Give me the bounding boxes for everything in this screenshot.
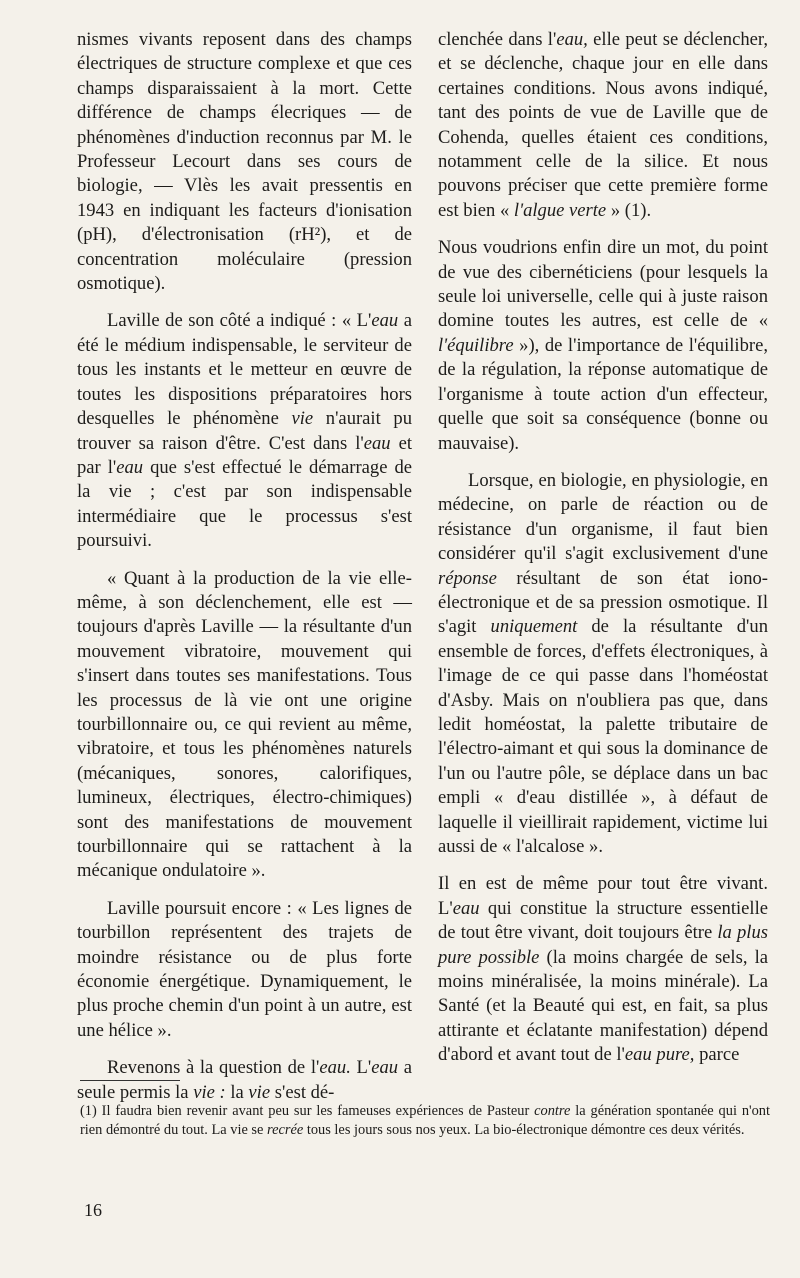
right-column <box>438 28 768 1081</box>
italic-run: eau. <box>319 1057 351 1079</box>
right-paragraph-2 <box>438 236 768 456</box>
footnote-rule <box>80 1080 180 1081</box>
footnote-text <box>80 1102 770 1140</box>
right-paragraph-3 <box>438 469 768 860</box>
text-run: parce <box>694 1044 740 1066</box>
right-paragraph-4 <box>438 872 768 1067</box>
italic-run: eau <box>452 897 480 919</box>
text-run: que s'est effectué le démarrage de la vie ; c'est par son indispensable intermédiaire que le processus s'est poursuivi. <box>77 456 413 552</box>
italic-run: contre <box>534 1103 571 1119</box>
text-run: »), de l'importance de l'équilibre, de la régulation, la réponse automatique de l'organisme à toute action d'un effecteur, quelle que soit sa conséquence (bonne ou mauvaise). <box>438 334 768 454</box>
text-run: a été le médium indispensable, le serviteur de tous les instants et le metteur en œuvre de toutes les dispositions préparatoires hors desquelles le phénomène <box>77 310 413 430</box>
text-run: Lorsque, en biologie, en physiologie, en médecine, on parle de réaction ou de résistance d'un organisme, il faut bien considérer qu'il s'agit exclusivement d'une <box>438 469 768 565</box>
left-column <box>77 28 412 1118</box>
italic-run: l'algue verte <box>513 199 607 221</box>
text-run: la <box>225 1081 249 1103</box>
italic-run: eau, <box>556 29 588 50</box>
italic-run: vie <box>291 408 314 430</box>
text-run: (1) Il faudra bien revenir avant peu sur les fameuses expériences de Pasteur <box>80 1103 535 1119</box>
text-run: s'est dé- <box>270 1081 335 1103</box>
text-run: Nous voudrions enfin dire un mot, du point de vue des cibernéticiens (pour lesquels la seule loi universelle, celle qui à juste raison domine toutes les autres, est celle de « <box>438 237 768 332</box>
text-run: Laville de son côté a indiqué : « L' <box>107 310 372 332</box>
text-run: elle peut se déclencher, et se déclenche, chaque jour en elle dans certaines conditions. Nous avons indiqué, tant des points de vue de Laville que de Cohenda, quelles étaient ces conditions, notamment celle de la silice. Et nous pouvons préciser que cette première forme est bien « <box>438 29 768 221</box>
italic-run: vie : <box>193 1081 226 1103</box>
text-run: la génération spontanée qui n'ont rien démontré du tout. La vie se <box>80 1103 770 1138</box>
text-run: résultant de son état iono-électronique et de sa pression osmotique. Il s'agit <box>438 567 768 638</box>
italic-run: eau <box>363 432 391 454</box>
page-number: 16 <box>84 1200 102 1220</box>
left-paragraph-2 <box>77 309 412 553</box>
italic-run: eau <box>371 310 399 332</box>
italic-run: la plus pure possible <box>438 922 768 968</box>
right-paragraph-1 <box>438 28 768 223</box>
left-paragraph-3: « Quant à la production de la vie elle-même, à son déclenchement, elle est — toujours d'après Laville — la résultante d'un mouvement vibratoire, mouvement qui s'insert dans toutes ses manifestations. Tous les processus de là vie ont une origine tourbillonnaire ou, ce qui revient au même, vibratoire, et tous les phénomènes naturels (mécaniques, sonores, calorifiques, lumineux, électriques, électro-chimiques) sont des manifestations de mouvement tourbillonnaire qui se rattachent à la mécanique ondulatoire ». <box>77 567 412 882</box>
text-run: Il en est de même pour tout être vivant. L' <box>438 873 768 919</box>
text-run: Revenons à la question de l' <box>107 1057 320 1079</box>
text-run: (la moins chargée de sels, la moins minéralisée, la moins minérale). La Santé (et la Beauté qui est, en fait, sa plus attirante et éclatante manifestation) dépend d'abord et avant tout de l' <box>438 946 768 1066</box>
italic-run: l'équilibre <box>438 334 514 356</box>
text-run: clenchée dans l' <box>438 29 557 50</box>
italic-run: uniquement <box>490 616 578 638</box>
text-run: L' <box>350 1057 372 1079</box>
italic-run: eau <box>116 456 144 478</box>
left-paragraph-1: nismes vivants reposent dans des champs électriques de structure complexe et que ces champs disparaissaient à la mort. Cette différence de champs élecriques — de phénomènes d'induction reconnus par M. le Professeur Lecourt dans ses cours de biologie, — Vlès les avait pressentis en 1943 en indiquant les facteurs d'ionisation (pH), d'électronisation (rH²), et de concentration moléculaire (pression osmotique). <box>77 29 412 295</box>
text-run: n'aurait pu trouver sa raison d'être. C'est dans l' <box>77 408 412 454</box>
italic-run: vie <box>248 1081 271 1103</box>
text-run: » (1). <box>606 199 652 221</box>
text-run: tous les jours sous nos yeux. La bio-électronique démontre ces deux vérités. <box>303 1122 745 1138</box>
italic-run: recrée <box>267 1122 304 1138</box>
left-paragraph-4: Laville poursuit encore : « Les lignes de tourbillon représentent des trajets de moindre résistance ou de plus forte économie énergétique. Dynamiquement, le plus proche chemin d'un point à un autre, est une hélice ». <box>77 897 412 1041</box>
italic-run: réponse <box>438 567 497 589</box>
italic-run: eau pure, <box>624 1044 695 1066</box>
text-run: de la résultante d'un ensemble de forces, d'effets électroniques, à l'image de ce qui passe dans l'homéostat d'Asby. Mais on n'oubliera pas que, dans ledit homéostat, la palette tributaire de l'électro-aimant et qui sous la dominance de l'un ou l'autre pôle, se déplace dans un bac empli « d'eau distillée », à défaut de laquelle il vieillirait rapidement, victime lui aussi de « l'alcalose ». <box>438 616 768 857</box>
text-run: et par l' <box>77 432 412 478</box>
text-run: a seule permis la <box>77 1057 413 1103</box>
footnote <box>80 1102 770 1140</box>
italic-run: eau <box>371 1057 399 1079</box>
text-run: qui constitue la structure essentielle de tout être vivant, doit toujours être <box>438 897 768 944</box>
